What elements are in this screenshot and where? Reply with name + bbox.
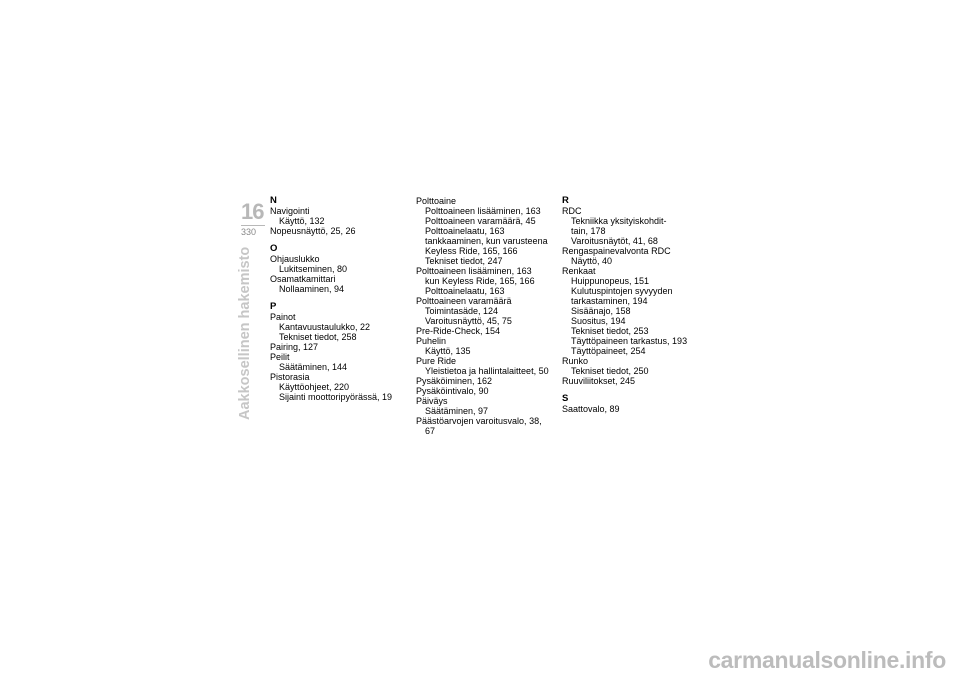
index-entry: RDC [562,206,582,216]
index-entry: Nopeusnäyttö, 25, 26 [270,226,356,236]
index-entry: Pre-Ride-Check, 154 [416,326,501,336]
index-subentry: Huippunopeus, 151 [571,276,650,286]
index-subentry: Nollaaminen, 94 [279,284,345,294]
index-subentry: Varoitusnäytöt, 41, 68 [571,236,658,246]
index-letter-heading: N [270,195,277,206]
index-subentry: Yleistietoa ja hallintalaitteet, 50 [425,366,549,376]
index-subentry: Tekniset tiedot, 258 [279,332,357,342]
index-subentry: 67 [425,426,436,436]
chapter-number: 16 [241,199,264,224]
index-subentry: Säätäminen, 97 [425,406,489,416]
index-subentry: Säätäminen, 144 [279,362,348,372]
index-subentry: Polttoaineen varamäärä, 45 [425,216,536,226]
index-subentry: Varoitusnäyttö, 45, 75 [425,316,512,326]
index-letter-heading: O [270,243,278,254]
index-entry: Pysäköintivalo, 90 [416,386,489,396]
index-subentry: Sisäänajo, 158 [571,306,631,316]
index-subentry: Lukitseminen, 80 [279,264,348,274]
section-gap [270,294,410,302]
index-column-1 [270,196,410,402]
index-entry: Renkaat [562,266,596,276]
index-subentry: Käyttö, 132 [279,216,325,226]
index-subentry: tarkastaminen, 194 [571,296,648,306]
index-subentry: Suositus, 194 [571,316,626,326]
index-entry: Runko [562,356,589,366]
index-subentry: Toimintasäde, 124 [425,306,499,316]
index-subentry: Käyttöohjeet, 220 [279,382,350,392]
index-entry: Pairing, 127 [270,342,319,352]
page-number: 330 [241,227,257,237]
index-entry: Pistorasia [270,372,310,382]
index-subentry: Tekniset tiedot, 250 [571,366,649,376]
index-entry: Puhelin [416,336,447,346]
index-subentry: tain, 178 [571,226,606,236]
index-subentry: Tekniset tiedot, 253 [571,326,649,336]
index-entry: Pysäköiminen, 162 [416,376,493,386]
index-entry: Päästöarvojen varoitusvalo, 38, [416,416,542,426]
index-subentry: kun Keyless Ride, 165, 166 [425,276,535,286]
index-subentry: Polttoainelaatu, 163 [425,226,505,236]
chapter-title: Aakkosellinen hakemisto [237,246,253,420]
index-subentry: Polttoainelaatu, 163 [425,286,505,296]
index-subentry: Täyttöpaineen tarkastus, 193 [571,336,688,346]
index-entry: Ruuviliitokset, 245 [562,376,636,386]
section-gap [270,236,410,244]
index-entry: Peilit [270,352,290,362]
index-letter-heading: P [270,301,277,312]
chapter-divider [241,225,265,226]
index-subentry: tankkaaminen, kun varusteena [425,236,548,246]
index-entry: Rengaspainevalvonta RDC [562,246,671,256]
index-subentry: Keyless Ride, 165, 166 [425,246,518,256]
index-entry: Polttoaineen varamäärä [416,296,512,306]
index-column-2 [416,196,556,436]
index-letter-heading: S [562,393,569,404]
index-subentry: Polttoaineen lisääminen, 163 [425,206,541,216]
index-subentry: Näyttö, 40 [571,256,613,266]
index-entry: Ohjauslukko [270,254,320,264]
index-subentry: Tekniikka yksityiskohdit- [571,216,667,226]
index-subentry: Käyttö, 135 [425,346,471,356]
index-subentry: Kulutuspintojen syvyyden [571,286,673,296]
index-subentry: Sijainti moottoripyörässä, 19 [279,392,393,402]
index-letter-heading: R [562,195,569,206]
index-subentry: Täyttöpaineet, 254 [571,346,646,356]
index-entry: Painot [270,312,296,322]
index-entry: Osamatkamittari [270,274,336,284]
index-entry: Polttoaineen lisääminen, 163 [416,266,532,276]
index-column-3 [562,196,702,414]
index-entry: Saattovalo, 89 [562,404,620,414]
index-entry: Navigointi [270,206,310,216]
index-subentry: Tekniset tiedot, 247 [425,256,503,266]
section-gap [562,386,702,394]
index-subentry: Kantavuustaulukko, 22 [279,322,371,332]
index-entry: Pure Ride [416,356,457,366]
index-entry: Polttoaine [416,196,457,206]
watermark: carmanualsonline.info [708,647,946,673]
index-entry: Päiväys [416,396,448,406]
